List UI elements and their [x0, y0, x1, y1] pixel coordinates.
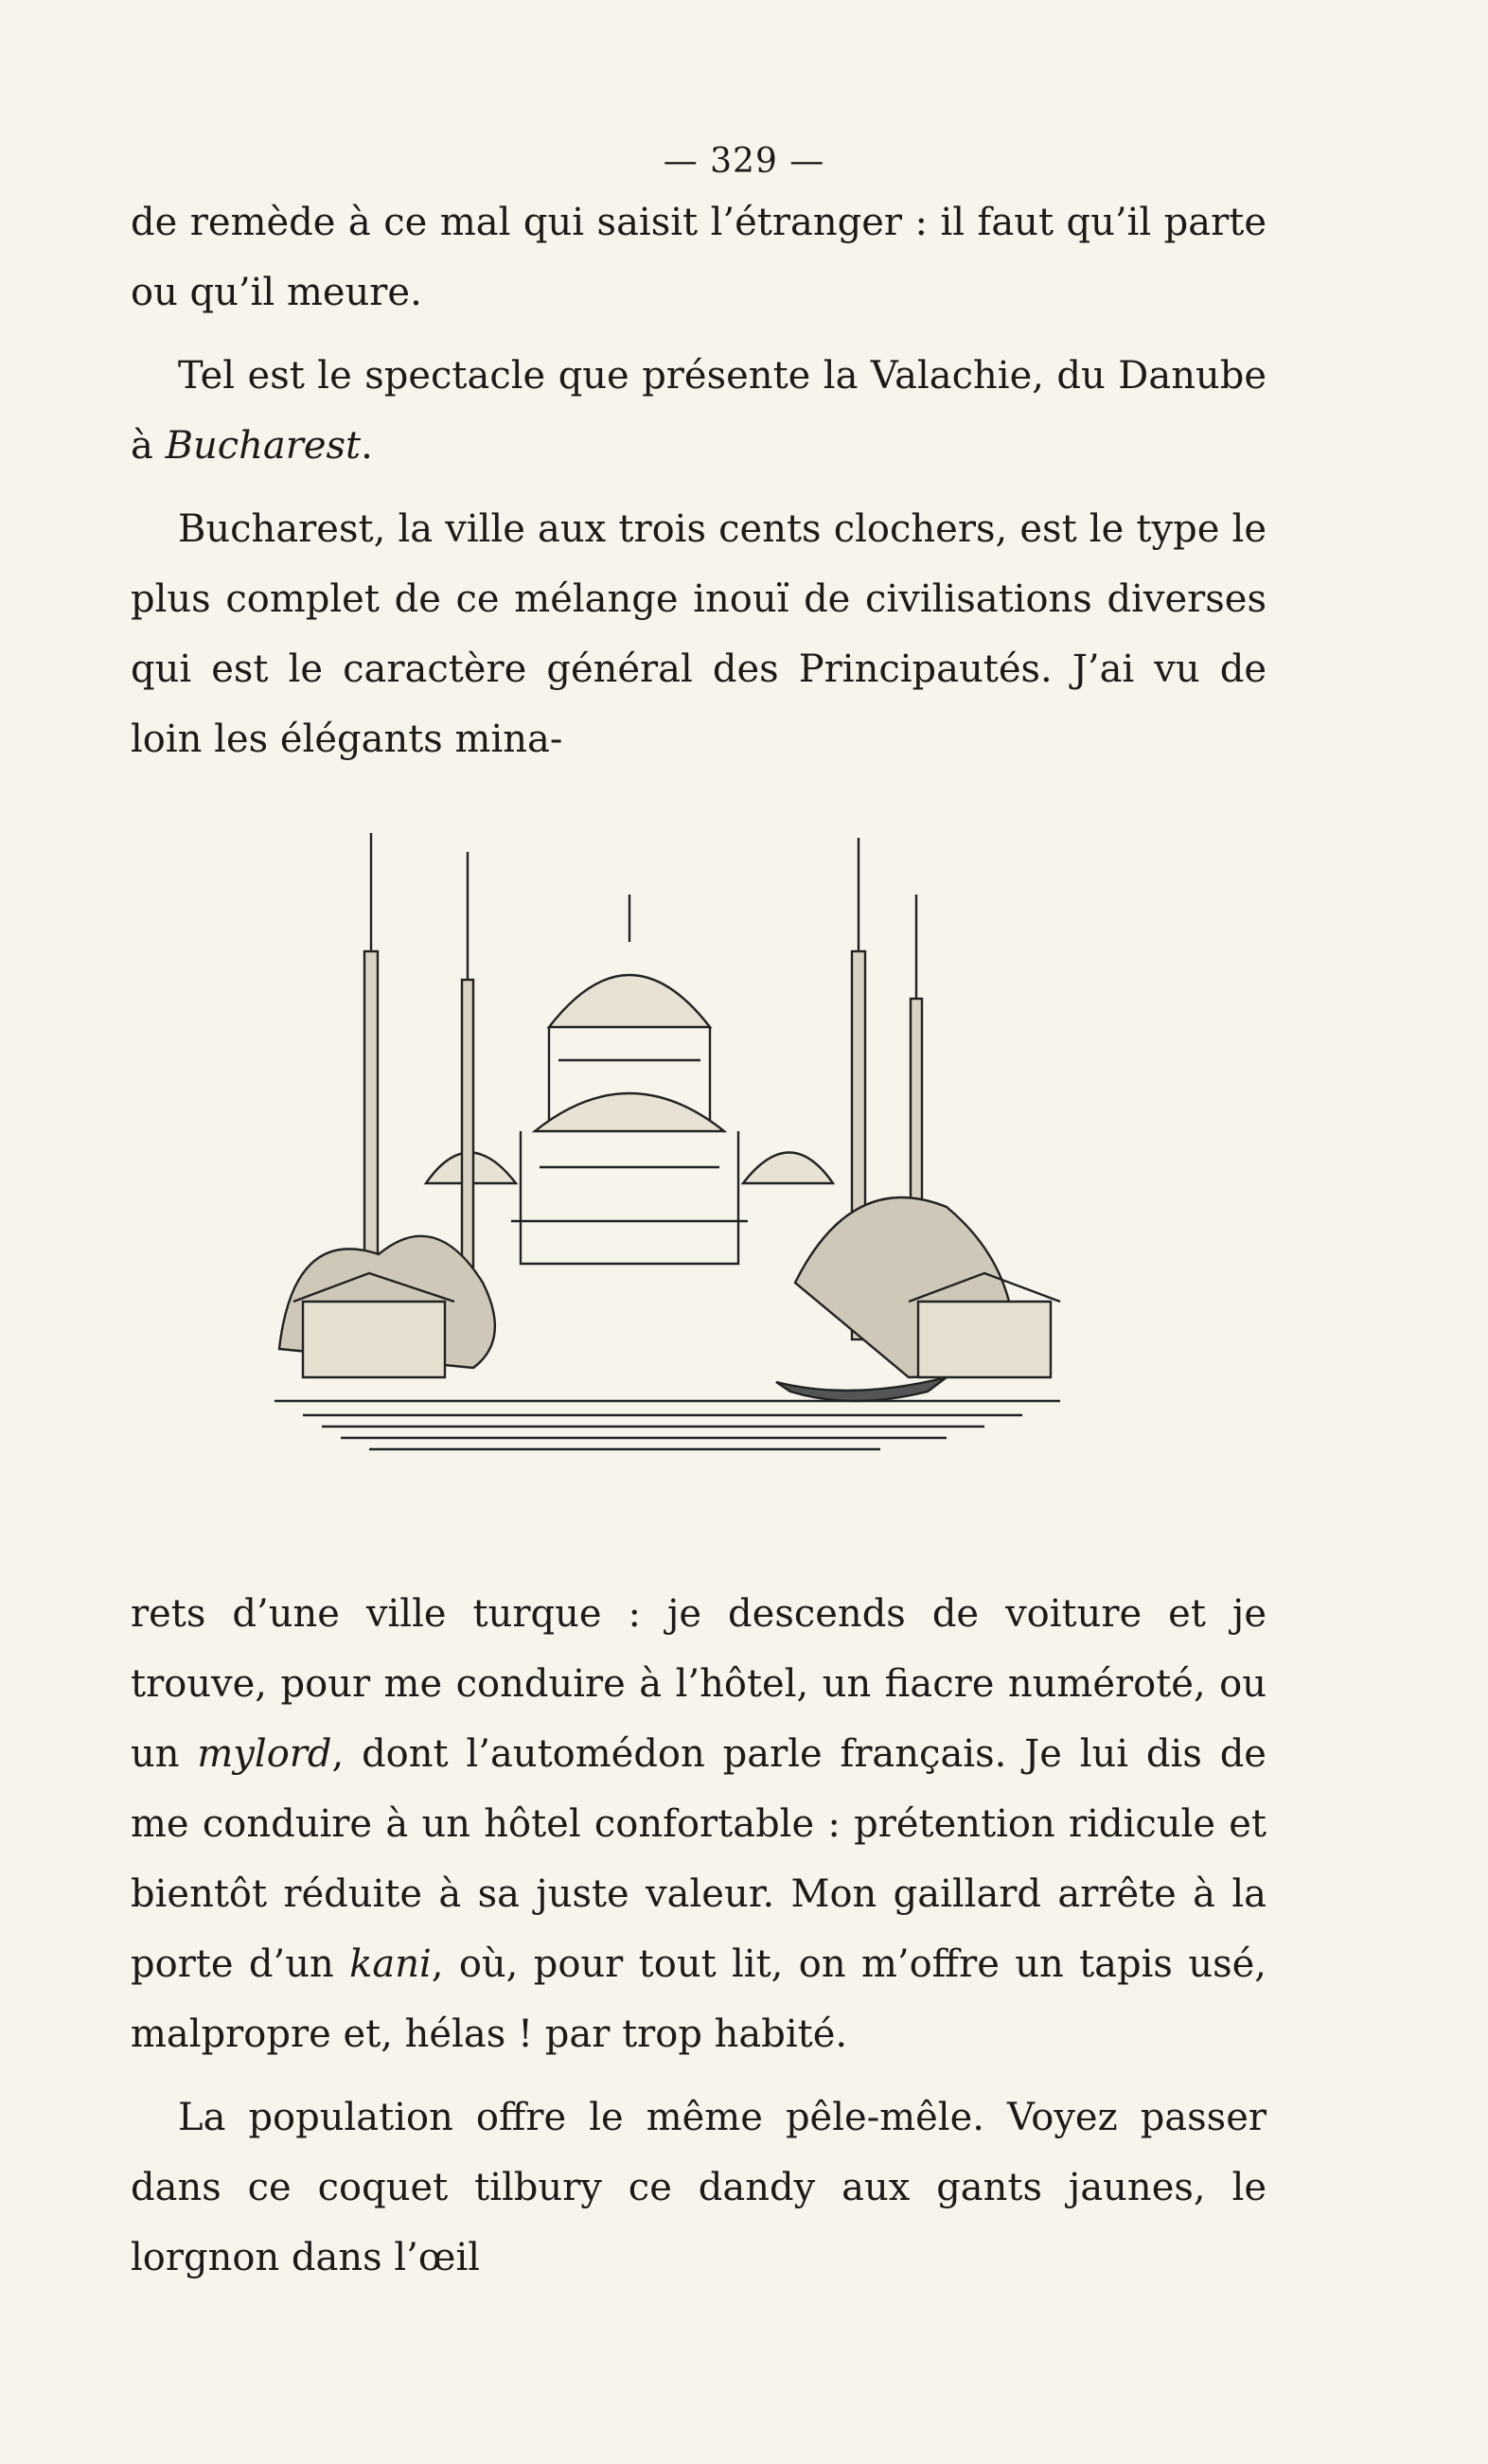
text-run: de remède à ce mal qui saisit l’étranger : il faut qu’il parte ou qu’il meure.: [131, 201, 1267, 314]
mosque-illustration: [265, 809, 1098, 1472]
italic-text-run: mylord: [197, 1732, 332, 1776]
page-number: — 329 —: [663, 142, 825, 181]
top-text-block: [131, 187, 1267, 774]
italic-text-run: kani: [349, 1942, 432, 1986]
text-run: , dont l’automédon parle français. Je lui dis de me conduire à un hôtel confortable : prétention ridicule et bientôt réduite à sa juste valeur. Mon gaillard arrête à la porte d’un: [131, 1732, 1267, 1986]
italic-text-run: Bucharest: [165, 424, 362, 468]
paragraph-3: [131, 494, 1267, 774]
text-run: , où, pour tout lit, on m’offre un tapis usé, malpropre et, hélas ! par trop habité.: [131, 1942, 1267, 2056]
paragraph-5: [131, 2083, 1267, 2293]
mosque-engraving: [265, 809, 1098, 1472]
text-run: .: [361, 424, 373, 468]
text-run: Bucharest, la ville aux trois cents clochers, est le type le plus complet de ce mélange inouï de civilisations diverses qui est le caractère général des Principautés. J’ai vu de loin les élégants mina-: [131, 507, 1267, 761]
text-run: La population offre le même pêle-mêle. Voyez passer dans ce coquet tilbury ce dandy aux gants jaunes, le lorgnon dans l’œil: [131, 2096, 1267, 2279]
paragraph-2: [131, 341, 1267, 481]
paragraph-4: [131, 1579, 1267, 2069]
paragraph-1: [131, 187, 1267, 328]
bottom-text-block: [131, 1579, 1267, 2293]
text-run: rets d’une ville turque : je descends de voiture et je trouve, pour me conduire à l’hôtel, un fiacre numéroté, ou un: [131, 1592, 1267, 1776]
text-run: Tel est le spectacle que présente la Valachie, du Danube à: [131, 354, 1267, 468]
